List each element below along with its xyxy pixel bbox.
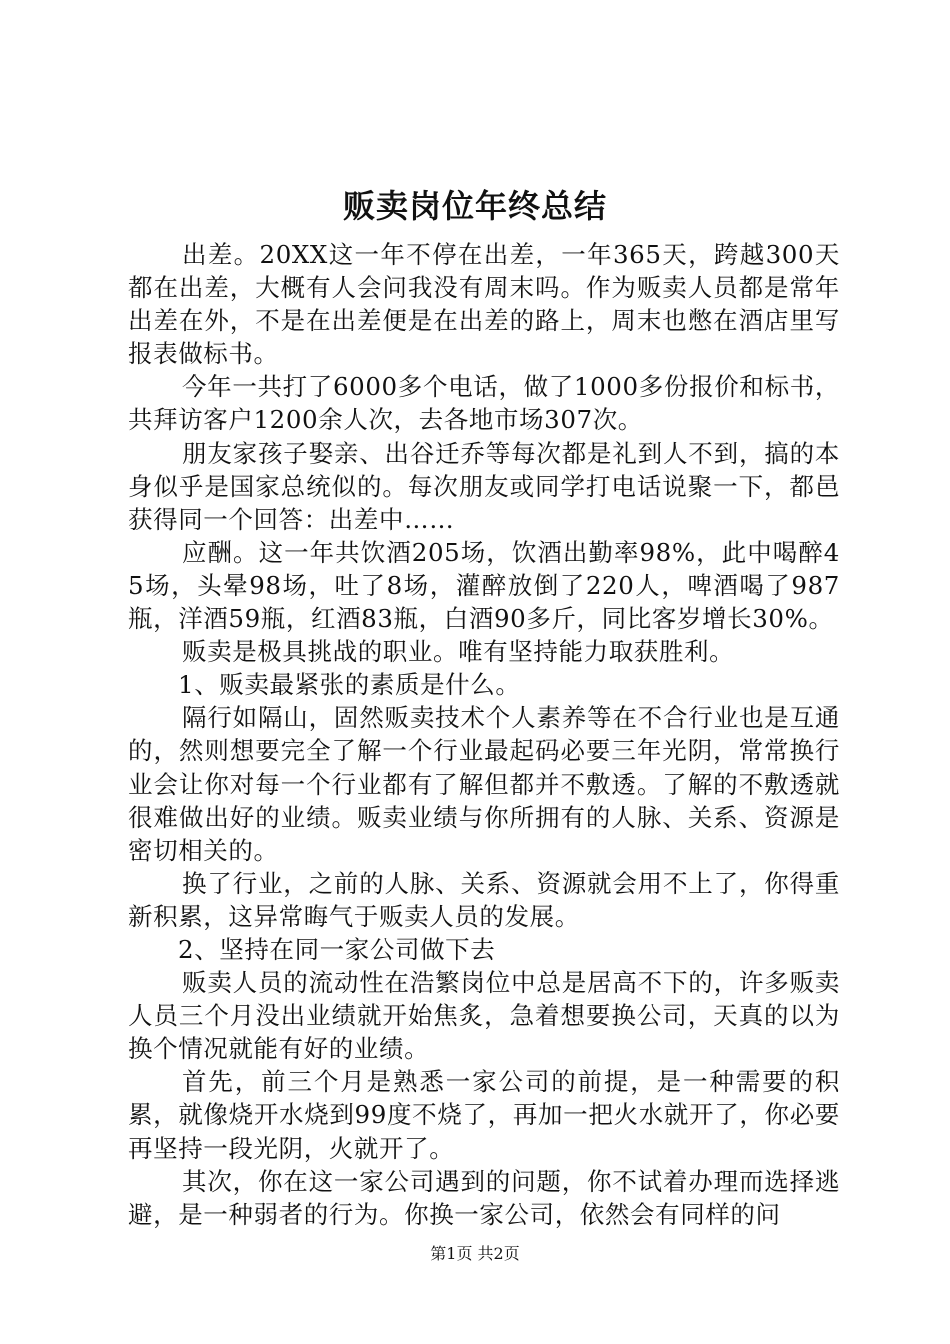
paragraph-entertaining: 应酬。这一年共饮酒205场，饮酒出勤率98%，此中喝醉45场，头晕98场，吐了8场，灌醉放倒了220人，啤酒喝了987瓶，洋酒59瓶，红酒83瓶，白酒90多斤，同比客岁增长30%。 <box>128 537 840 634</box>
page-footer: 第1页 共2页 <box>430 1244 520 1263</box>
section-heading-2: 2、坚持在同一家公司做下去 <box>178 934 496 964</box>
paragraph-business-trips: 出差。20XX这一年不停在出差，一年365天，跨越300天都在出差，大概有人会问我没有周末吗。作为贩卖人员都是常年出差在外，不是在出差便是在出差的路上，周末也憋在酒店里写报表做标书。 <box>128 240 840 369</box>
document-title: 贩卖岗位年终总结 <box>342 187 607 225</box>
section-heading-1: 1、贩卖最紧张的素质是什么。 <box>178 670 521 700</box>
paragraph-mobility: 贩卖人员的流动性在浩繁岗位中总是居高不下的，许多贩卖人员三个月没出业绩就开始焦炙，急着想要换公司，天真的以为换个情况就能有好的业绩。 <box>128 968 840 1064</box>
paragraph-second: 其次，你在这一家公司遇到的问题，你不试着办理而选择逃避，是一种弱者的行为。你换一家公司，依然会有同样的问 <box>128 1166 840 1229</box>
paragraph-challenge: 贩卖是极具挑战的职业。唯有坚持能力取获胜利。 <box>182 637 735 667</box>
paragraph-first: 首先，前三个月是熟悉一家公司的前提，是一种需要的积累，就像烧开水烧到99度不烧了，再加一把火水就开了，你必要再坚持一段光阴，火就开了。 <box>128 1067 840 1163</box>
document-body <box>128 238 840 1231</box>
paragraph-friends: 朋友家孩子娶亲、出谷迁乔等每次都是礼到人不到，搞的本身似乎是国家总统似的。每次朋友或同学打电话说聚一下，都邑获得同一个回答：出差中…… <box>128 438 840 534</box>
paragraph-change-industry: 换了行业，之前的人脉、关系、资源就会用不上了，你得重新积累，这异常晦气于贩卖人员的发展。 <box>128 868 840 931</box>
paragraph-industry: 隔行如隔山，固然贩卖技术个人素养等在不合行业也是互通的，然则想要完全了解一个行业最起码必要三年光阴，常常换行业会让你对每一个行业都有了解但都并不敷透。了解的不敷透就很难做出好的业绩。贩卖业绩与你所拥有的人脉、关系、资源是密切相关的。 <box>128 703 840 865</box>
paragraph-calls-visits: 今年一共打了6000多个电话，做了1000多份报价和标书，共拜访客户1200余人次，去各地市场307次。 <box>128 372 840 435</box>
